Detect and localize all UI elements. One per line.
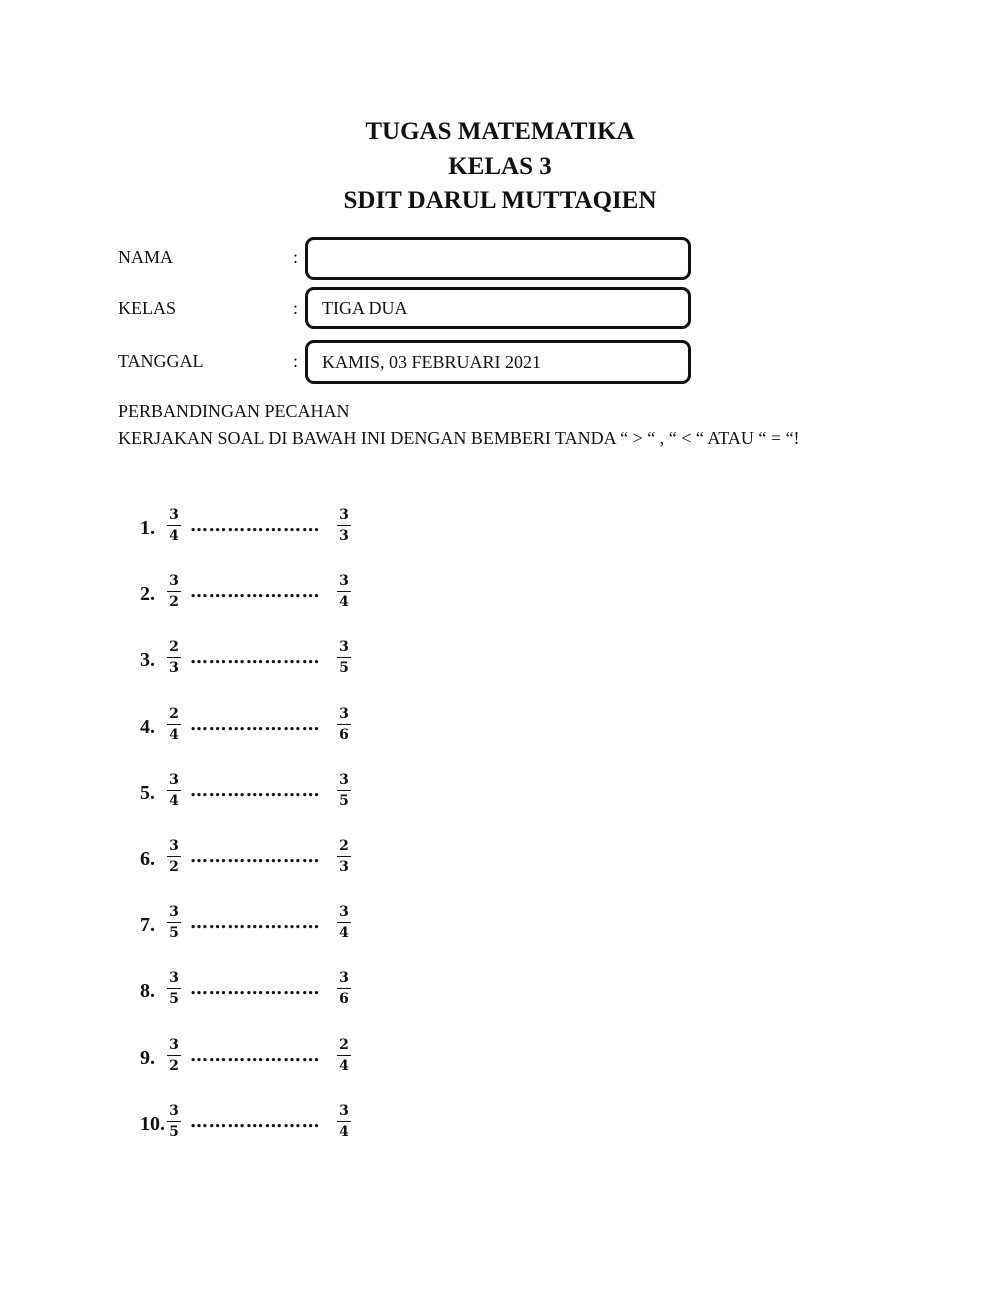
numerator: 3 xyxy=(337,770,351,791)
class-title: KELAS 3 xyxy=(448,153,552,180)
denominator: 6 xyxy=(339,726,349,743)
numerator: 3 xyxy=(337,571,351,592)
school-title: SDIT DARUL MUTTAQIEN xyxy=(343,187,657,214)
colon: : xyxy=(293,298,299,318)
numerator: 2 xyxy=(337,836,351,857)
denominator: 3 xyxy=(339,859,349,875)
right-fraction xyxy=(337,1035,351,1076)
question-number: 4. xyxy=(140,715,155,738)
right-fraction xyxy=(337,902,351,943)
denominator: 5 xyxy=(169,1123,179,1140)
answer-blank[interactable]: ………………… xyxy=(190,713,321,735)
left-fraction xyxy=(167,1035,181,1076)
denominator: 3 xyxy=(339,528,349,544)
right-fraction xyxy=(337,836,351,877)
numerator: 3 xyxy=(167,505,181,526)
numerator: 3 xyxy=(337,637,351,658)
question-number: 6. xyxy=(140,848,155,870)
answer-blank[interactable]: ………………… xyxy=(190,647,321,669)
numerator: 2 xyxy=(167,704,181,725)
left-fraction xyxy=(167,637,181,678)
numerator: 3 xyxy=(167,1035,181,1056)
right-fraction xyxy=(337,1101,351,1142)
denominator: 5 xyxy=(169,991,179,1008)
numerator: 3 xyxy=(337,1101,351,1122)
numerator: 3 xyxy=(337,902,351,923)
right-fraction xyxy=(337,505,351,546)
numerator: 3 xyxy=(167,770,181,791)
question-number: 7. xyxy=(140,914,155,937)
answer-blank[interactable]: ………………… xyxy=(190,978,321,1000)
denominator: 5 xyxy=(169,925,179,942)
numerator: 2 xyxy=(167,637,181,658)
kelas-field[interactable]: TIGA DUA xyxy=(305,287,691,329)
question-number: 8. xyxy=(140,980,155,1003)
question-number: 9. xyxy=(140,1046,155,1069)
denominator: 4 xyxy=(339,1057,349,1074)
answer-blank[interactable]: ………………… xyxy=(190,779,321,801)
colon: : xyxy=(293,247,299,267)
denominator: 4 xyxy=(339,925,349,942)
denominator: 4 xyxy=(169,792,179,809)
answer-blank[interactable]: ………………… xyxy=(190,912,321,934)
denominator: 5 xyxy=(339,660,349,677)
left-fraction xyxy=(167,505,181,546)
numerator: 3 xyxy=(167,1101,181,1122)
left-fraction xyxy=(167,1101,181,1142)
answer-blank[interactable]: ………………… xyxy=(190,1044,321,1066)
task-text: KERJAKAN SOAL DI BAWAH INI DENGAN BEMBERI TANDA “ > “ , “ < “ ATAU “ = “! xyxy=(118,428,800,448)
question-number: 10. xyxy=(140,1112,165,1135)
denominator: 5 xyxy=(339,792,349,809)
topic-text: PERBANDINGAN PECAHAN xyxy=(118,401,350,421)
question-number: 2. xyxy=(140,583,155,606)
answer-blank[interactable]: ………………… xyxy=(190,515,321,536)
denominator: 4 xyxy=(169,528,179,544)
denominator: 4 xyxy=(339,594,349,611)
right-fraction xyxy=(337,704,351,745)
right-fraction xyxy=(337,571,351,612)
denominator: 4 xyxy=(339,1123,349,1140)
left-fraction xyxy=(167,836,181,877)
question-number: 1. xyxy=(140,517,155,539)
tanggal-label: TANGGAL xyxy=(118,351,204,371)
numerator: 3 xyxy=(167,902,181,923)
answer-blank[interactable]: ………………… xyxy=(190,846,321,867)
left-fraction xyxy=(167,770,181,811)
numerator: 3 xyxy=(167,571,181,592)
numerator: 2 xyxy=(337,1035,351,1056)
nama-label: NAMA xyxy=(118,247,174,267)
denominator: 2 xyxy=(169,1057,179,1074)
numerator: 3 xyxy=(337,968,351,989)
left-fraction xyxy=(167,704,181,745)
denominator: 4 xyxy=(169,726,179,743)
colon: : xyxy=(293,351,299,371)
numerator: 3 xyxy=(337,704,351,725)
numerator: 3 xyxy=(167,836,181,857)
left-fraction xyxy=(167,968,181,1009)
left-fraction xyxy=(167,902,181,943)
question-number: 3. xyxy=(140,649,155,672)
right-fraction xyxy=(337,637,351,678)
left-fraction xyxy=(167,571,181,612)
nama-field[interactable] xyxy=(305,237,691,280)
numerator: 3 xyxy=(167,968,181,989)
title: TUGAS MATEMATIKA xyxy=(365,118,635,145)
answer-blank[interactable]: ………………… xyxy=(190,1110,321,1132)
kelas-label: KELAS xyxy=(118,298,176,318)
denominator: 2 xyxy=(169,594,179,611)
denominator: 3 xyxy=(169,660,179,677)
numerator: 3 xyxy=(337,505,351,526)
tanggal-field[interactable]: KAMIS, 03 FEBRUARI 2021 xyxy=(305,340,691,384)
denominator: 2 xyxy=(169,859,179,875)
question-number: 5. xyxy=(140,781,155,804)
answer-blank[interactable]: ………………… xyxy=(190,581,321,603)
denominator: 6 xyxy=(339,991,349,1008)
right-fraction xyxy=(337,770,351,811)
right-fraction xyxy=(337,968,351,1009)
